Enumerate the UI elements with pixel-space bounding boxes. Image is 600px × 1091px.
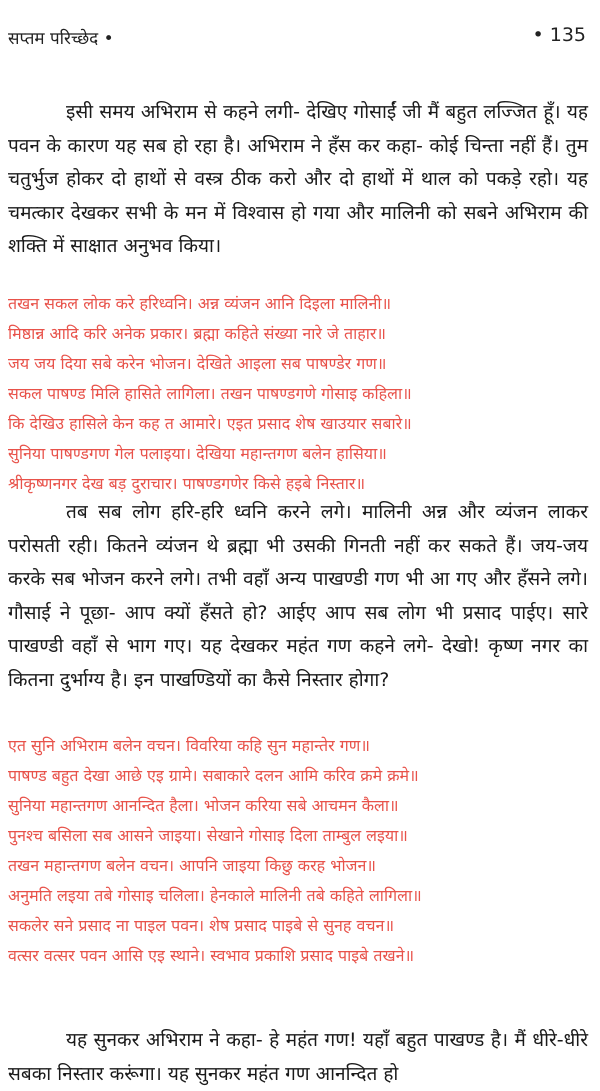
- verse-line: अनुमति लइया तबे गोसाइ चलिला। हेनकाले मालिनी तबे कहिते लागिला॥: [8, 886, 422, 905]
- verse-line: सकलेर सने प्रसाद ना पाइल पवन। शेष प्रसाद पाइबे से सुनह वचन॥: [8, 916, 395, 935]
- verse-line: सकल पाषण्ड मिलि हासिते लागिला। तखन पाषण्डगणे गोसाइ कहिला॥: [8, 384, 412, 403]
- verse-line: मिष्ठान्न आदि करि अनेक प्रकार। ब्रह्मा कहिते संख्या नारे जे ताहार॥: [8, 324, 386, 343]
- page-header: [8, 22, 586, 52]
- verse-line: पुनश्च बसिला सब आसने जाइया। सेखाने गोसाइ दिला ताम्बुल लइया॥: [8, 826, 408, 845]
- verse-line: वत्सर वत्सर पवन आसि एइ स्थाने। स्वभाव प्रकाशि प्रसाद पाइबे तखने॥: [8, 946, 415, 965]
- verse-block-1: [8, 289, 412, 499]
- verse-line: जय जय दिया सबे करेन भोजन। देखिते आइला सब पाषण्डेर गण॥: [8, 354, 387, 373]
- verse-line: कि देखिउ हासिले केन कह त आमारे। एइत प्रसाद शेष खाउयार सबारे॥: [8, 414, 412, 433]
- verse-block-2: [8, 731, 422, 971]
- verse-line: तखन सकल लोक करे हरिध्वनि। अन्न व्यंजन आनि दिइला मालिनी॥: [8, 294, 392, 313]
- verse-line: एत सुनि अभिराम बलेन वचन। विवरिया कहि सुन महान्तेर गण॥: [8, 736, 370, 755]
- paragraph-2: तब सब लोग हरि-हरि ध्वनि करने लगे। मालिनी अन्न और व्यंजन लाकर परोसती रही। कितने व्यंजन थे ब्रह्मा भी उसकी गिनती नहीं कर सकते हैं। जय-जय करके सब भोजन करने लगे। तभी वहाँ अन्य पाखण्डी गण भी आ गए और हँसने लगे। गौसाई ने पूछा- आप क्यों हँसते हो? आईए आप सब लोग भी प्रसाद पाईए। सारे पाखण्डी वहाँ से भाग गए। यह देखकर महंत गण कहने लगे- देखो! कृष्ण नगर का कितना दुर्भाग्य है। इन पाखण्डियों का कैसे निस्तार होगा?: [8, 501, 588, 691]
- verse-line: सुनिया पाषण्डगण गेल पलाइया। देखिया महान्तगण बलेन हासिया॥: [8, 444, 387, 463]
- page-number: • 135: [532, 24, 586, 46]
- verse-line: तखन महान्तगण बलेन वचन। आपनि जाइया किछु करह भोजन॥: [8, 856, 376, 875]
- page-body: [8, 96, 588, 1085]
- chapter-title: सप्तम परिच्छेद •: [8, 29, 114, 49]
- verse-line: पाषण्ड बहुत देखा आछे एइ ग्रामे। सबाकारे दलन आमि करिव क्रमे क्रमे॥: [8, 766, 419, 785]
- verse-line: सुनिया महान्तगण आनन्दित हैला। भोजन करिया सबे आचमन कैला॥: [8, 796, 399, 815]
- paragraph-1: इसी समय अभिराम से कहने लगी- देखिए गोसाईं जी मैं बहुत लज्जित हूँ। यह पवन के कारण यह सब हो रहा है। अभिराम ने हँस कर कहा- कोई चिन्ता नहीं हैं। तुम चतुर्भुज होकर दो हाथों से वस्त्र ठीक करो और दो हाथों में थाल को पकड़े रहो। यह चमत्कार देखकर सभी के मन में विश्वास हो गया और मालिनी को सबने अभिराम की शक्ति में साक्षात अनुभव किया।: [8, 101, 588, 257]
- paragraph-3: यह सुनकर अभिराम ने कहा- हे महंत गण! यहाँ बहुत पाखण्ड है। मैं धीरे-धीरे सबका निस्तार करूंगा। यह सुनकर महंत गण आनन्दित हो: [8, 1029, 588, 1085]
- verse-line: श्रीकृष्णनगर देख बड़ दुराचार। पाषण्डगणेर किसे हइबे निस्तार॥: [8, 474, 366, 493]
